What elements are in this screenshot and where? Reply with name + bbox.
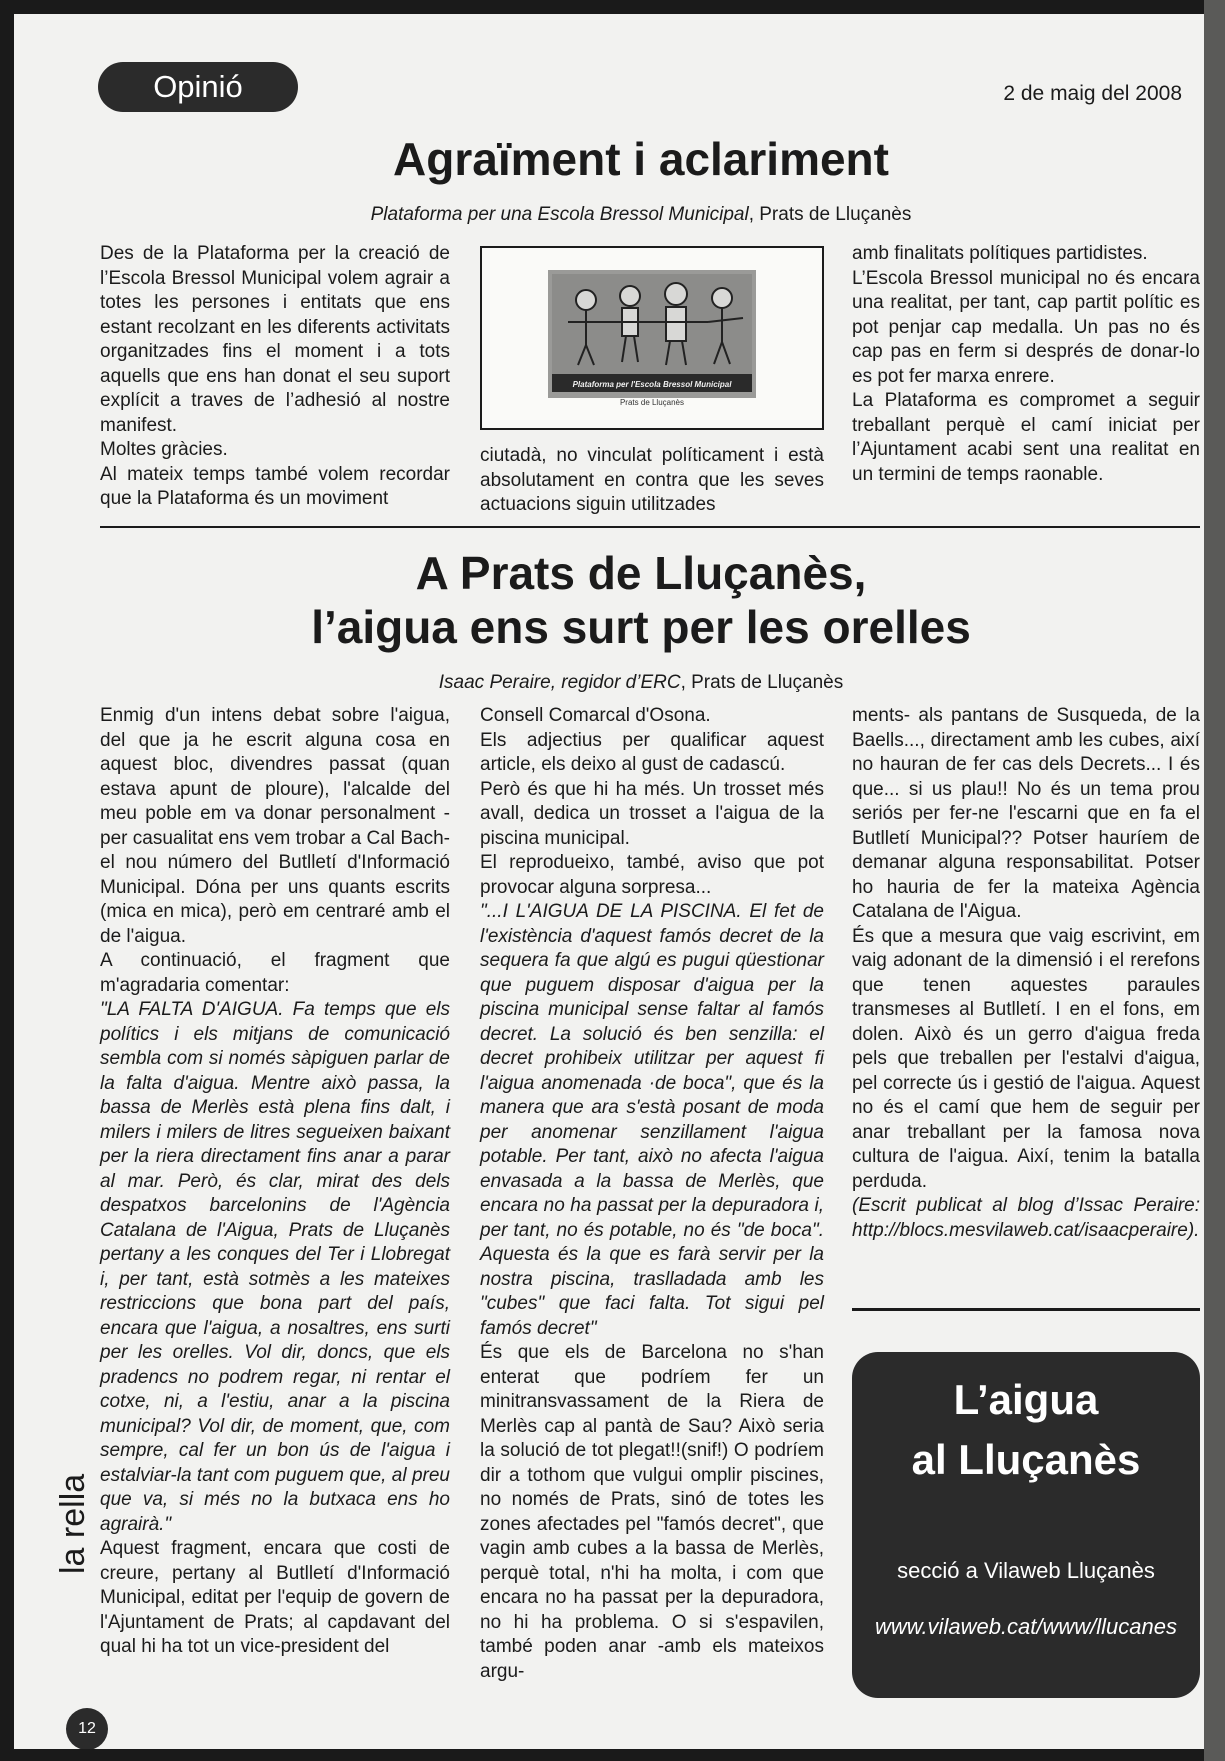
promo-divider bbox=[852, 1308, 1200, 1311]
article2-byline-author: Isaac Peraire, regidor d’ERC bbox=[438, 672, 681, 693]
promo-url-link[interactable]: www.vilaweb.cat/www/llucanes bbox=[875, 1614, 1177, 1639]
promo-title-line-2: al Lluçanès bbox=[911, 1436, 1141, 1483]
paragraph: Al mateix temps també volem recordar que la Plataforma és un moviment bbox=[100, 463, 450, 509]
magazine-page bbox=[14, 14, 1204, 1749]
article2-title-line-1: A Prats de Lluçanès, bbox=[415, 547, 867, 599]
paragraph: La Plataforma es compromet a seguir treballant perquè el camí iniciat per l’Ajuntament acabi sent una realitat en un termini de temps raonable. bbox=[852, 390, 1200, 485]
article2-byline bbox=[100, 672, 1182, 694]
article1-byline-place: , Prats de Lluçanès bbox=[748, 204, 912, 225]
paragraph: Aquest fragment, encara que costi de creure, pertany al Butlletí d'Informació Municipal, editat per l'equip de govern de l'Ajuntament de Prats; al capdavant del qual hi ha tot un vice-president del bbox=[100, 1538, 450, 1657]
promo-title-line-1: L’aigua bbox=[953, 1376, 1099, 1423]
article2-title bbox=[100, 546, 1182, 654]
section-label: Opinió bbox=[98, 62, 298, 112]
paragraph: Però és que hi ha més. Un trosset més avall, dedica un trosset a l'aigua de la piscina municipal. bbox=[480, 778, 824, 849]
article1-column-1 bbox=[100, 242, 450, 512]
paragraph: L’Escola Bressol municipal no és encara una realitat, per tant, cap partit polític es pot penjar cap medalla. Un pas no és cap pas en ferm si després de donar-lo es pot fer marxa enrere. bbox=[852, 267, 1200, 387]
article1-photo bbox=[480, 246, 824, 430]
article1-column-3 bbox=[852, 242, 1200, 487]
paragraph: És que a mesura que vaig escrivint, em vaig adonant de la dimensió i el rerefons que tenen aquestes paraules transmeses al Butlletí. I en el fons, em dolen. Això és un gerro d'aigua freda pels que treballen per l'estalvi d'aigua, pel correcte ús i gestió de l'aigua. Aquest no és el camí que hem de seguir per anar treballant per la famosa nova cultura de l'aigua. Així, tenim la batalla perduda. bbox=[852, 925, 1200, 1192]
paragraph: A continuació, el fragment que m'agradaria comentar: bbox=[100, 950, 450, 996]
page-number: 12 bbox=[66, 1708, 108, 1749]
page-edge bbox=[1204, 0, 1225, 1761]
paragraph: ments- als pantans de Susqueda, de la Baells..., directament amb les cubes, així no hauran de fer cas dels Decrets... I és que... si us plau!! No és un tema prou seriós per fer-ne l'escarni que en fa el Butlletí Municipal?? Potser hauríem de demanar alguna responsabilitat. Potser ho hauria de fer la mateixa Agència Catalana de l'Aigua. bbox=[852, 705, 1200, 922]
promo-subtitle: secció a Vilaweb Lluçanès bbox=[897, 1558, 1155, 1583]
article2-title-line-2: l’aigua ens surt per les orelles bbox=[311, 601, 971, 653]
source-note: (Escrit publicat al blog d’Issac Peraire: http://blocs.mesvilaweb.cat/isaacperaire). bbox=[852, 1195, 1200, 1241]
article-divider bbox=[100, 526, 1200, 528]
article1-column-2 bbox=[480, 444, 824, 518]
article2-byline-place: , Prats de Lluçanès bbox=[680, 672, 844, 693]
children-drawing-image bbox=[548, 270, 756, 398]
paragraph: amb finalitats polítiques partidistes. bbox=[852, 243, 1148, 264]
promo-title bbox=[852, 1370, 1200, 1490]
paragraph: ciutadà, no vinculat políticament i està absolutament en contra que les seves actuacions siguin utilitzades bbox=[480, 445, 824, 515]
article2-column-3 bbox=[852, 704, 1200, 1243]
article1-title: Agraïment i aclariment bbox=[393, 133, 889, 185]
image-banner-text: Plataforma per l'Escola Bressol Municipal bbox=[572, 380, 732, 389]
quoted-paragraph: "LA FALTA D'AIGUA. Fa temps que els polítics i els mitjans de comunicació sembla com si només sàpiguen parlar de la falta d'aigua. Mentre això passa, la bassa de Merlès està plena fins dalt, i milers i milers de litres segueixen baixant per la riera directament fins anar a parar al mar. Però, és clar, mirat des dels despatxos barcelonins de l'Agència Catalana de l'Aigua, Prats de Lluçanès pertany a les conques del Ter i Llobregat i, per tant, està sotmès a les mateixes restriccions que bona part del país, encara que l'aigua, a nosaltres, ens surti per les orelles. Vol dir, doncs, que els pradencs no podrem regar, ni rentar el cotxe, ni, a l'estiu, anar a la piscina municipal? Vol dir, de moment, que, com sempre, cal fer un bon ús de l'aigua i estalviar-la tant com puguem que, al preu que va, si més no la butxaca ens ho agrairà." bbox=[100, 999, 450, 1535]
image-caption: Prats de Lluçanès bbox=[619, 398, 685, 407]
article1-byline-author: Plataforma per una Escola Bressol Municipal bbox=[370, 204, 749, 225]
article2-column-1 bbox=[100, 704, 450, 1660]
paragraph: Moltes gràcies. bbox=[100, 439, 228, 460]
promo-box bbox=[852, 1352, 1200, 1698]
paragraph: Des de la Plataforma per la creació de l’Escola Bressol Municipal volem agrair a totes les persones i entitats que ens estant recolzant en les diferents activitats organitzades fins el moment i a tots aquells que ens han donat el seu suport explícit a traves de l’adhesió al nostre manifest. bbox=[100, 243, 450, 436]
issue-date: 2 de maig del 2008 bbox=[1003, 82, 1182, 105]
magazine-masthead: la rella bbox=[54, 1473, 92, 1574]
paragraph: Consell Comarcal d'Osona. bbox=[480, 705, 711, 726]
quoted-paragraph: "...I L'AIGUA DE LA PISCINA. El fet de l'existència d'aquest famós decret de la sequera fa que algú es pugui qüestionar que puguem disposar d'aigua per la piscina municipal sense faltar al famós decret. La solució és ben senzilla: el decret prohibeix utilitzar per aquest fi l'aigua anomenada ·de boca", que és la manera que ara s'està posant de moda per anomenar senzillament l'aigua potable. Per tant, això no afecta l'aigua envasada a la bassa de Merlès, que encara no ha passat per la depuradora i, per tant, no és potable, no és "de boca". Aquesta és la que es farà servir per la nostra piscina, traslladada amb les "cubes" que faci falta. Tot sigui pel famós decret" bbox=[480, 901, 824, 1339]
article2-column-2 bbox=[480, 704, 824, 1684]
paragraph: És que els de Barcelona no s'han enterat que podríem fer un minitransvassament de la Riera de Merlès cap al pantà de Sau? Això seria la solució de tot plegat!!(snif!) O podríem dir a tothom que vulgui omplir piscines, no només de Prats, sinó de totes les zones afectades pel "famós decret", que vagin amb cubes a la bassa de Merlès, perquè total, n'hi ha molta, i com que encara no ha passat per la depuradora, no hi ha problema. O si s'espavilen, també poden anar -amb els mateixos argu- bbox=[480, 1342, 824, 1682]
paragraph: Enmig d'un intens debat sobre l'aigua, del que ja he escrit alguna cosa en aquest bloc, divendres passat (quan estava apunt de ploure), l'alcalde del meu poble em va donar personalment - per casualitat ens vem trobar a Cal Bach- el nou número del Butlletí d'Informació Municipal. Dóna per uns quants escrits (mica en mica), però em centraré amb el de l'aigua. bbox=[100, 705, 450, 947]
paragraph: Els adjectius per qualificar aquest article, els deixo al gust de cadascú. bbox=[480, 729, 824, 775]
article1-byline bbox=[100, 204, 1182, 226]
paragraph: El reprodueixo, també, aviso que pot provocar alguna sorpresa... bbox=[480, 852, 824, 898]
